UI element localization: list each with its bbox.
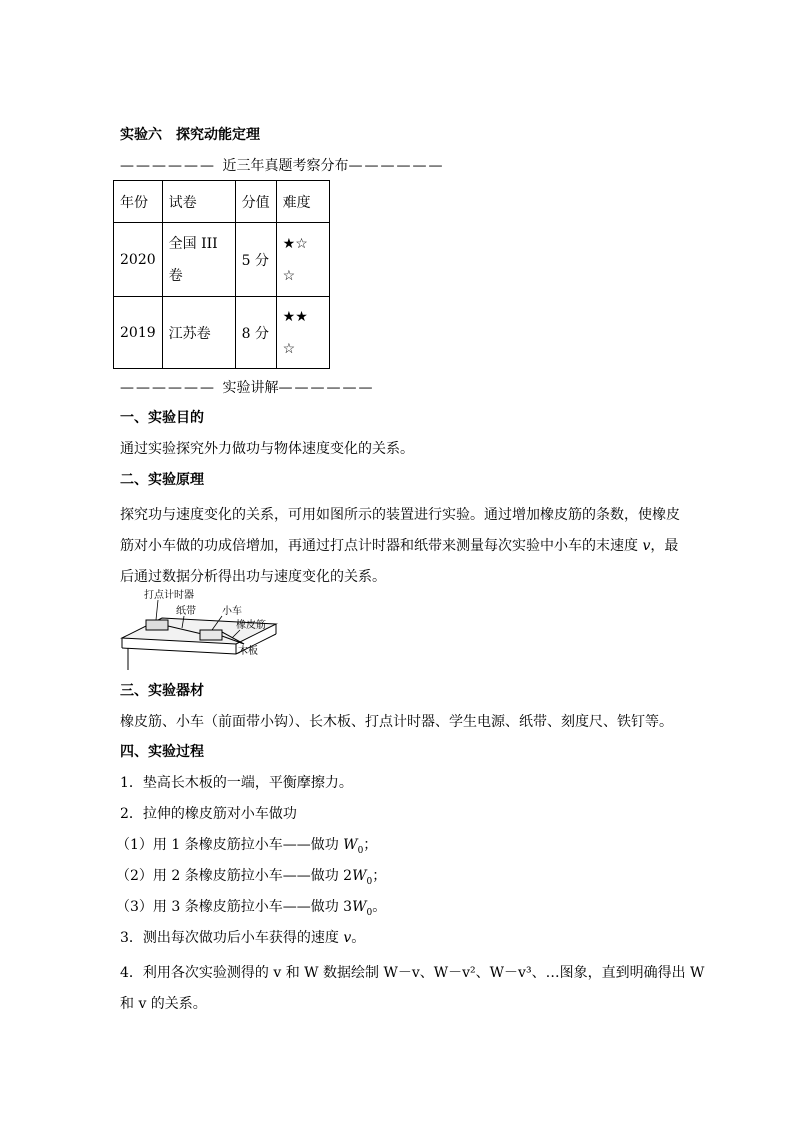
table-cell-year: 2019	[114, 297, 163, 369]
procedure-item: 1．垫高长木板的一端，平衡摩擦力。	[120, 775, 353, 791]
label-timer: 打点计时器	[144, 590, 194, 601]
page-title	[120, 124, 260, 144]
board-edge	[122, 648, 236, 654]
divider-exam-distribution: —————— 近三年真题考察分布——————	[120, 158, 445, 174]
divider-label: 实验讲解	[222, 380, 279, 396]
section-heading-principle: 二、实验原理	[120, 472, 204, 488]
label-cart: 小车	[222, 606, 242, 617]
procedure-subitem: （3）用 3 条橡皮筋拉小车——做功 $3W_0$。	[116, 899, 387, 918]
table-cell-year: 2020	[114, 223, 163, 297]
table-cell-paper: 全国 III 卷	[162, 223, 235, 297]
title-part2: 探究动能定理	[176, 127, 260, 143]
section-text-purpose: 通过实验探究外力做功与物体速度变化的关系。	[120, 441, 414, 457]
cart-shape	[200, 630, 222, 640]
table-cell-difficulty: ★☆ ☆	[276, 223, 329, 297]
table-header: 试卷	[162, 181, 235, 223]
procedure-subitem: （2）用 2 条橡皮筋拉小车——做功 $2W_0$；	[116, 868, 387, 887]
section-heading-purpose: 一、实验目的	[120, 410, 204, 426]
table-header: 年份	[114, 181, 163, 223]
table-cell-score: 8 分	[235, 297, 276, 369]
section-heading-procedure: 四、实验过程	[120, 744, 204, 760]
procedure-item: 2．拉伸的橡皮筋对小车做功	[120, 806, 297, 822]
section-text-principle: 探究功与速度变化的关系，可用如图所示的装置进行实验。通过增加橡皮筋的条数，使橡皮 筋对小车做的功成倍增加，再通过打点计时器和纸带来测量每次实验中小车的末速度 v，最 后通过数据分析得出功与速度变化的关系。	[120, 507, 680, 585]
procedure-subitem: （1）用 1 条橡皮筋拉小车——做功 $W_0$；	[116, 837, 378, 856]
divider-label: 近三年真题考察分布	[222, 158, 349, 174]
table-row	[114, 297, 330, 369]
table-cell-paper: 江苏卷	[162, 297, 235, 369]
leader-line	[156, 600, 158, 620]
exam-table	[113, 180, 330, 369]
label-tape: 纸带	[176, 606, 196, 617]
table-row	[114, 223, 330, 297]
procedure-item: 4．利用各次实验测得的 v 和 W 数据绘制 W－v、W－v²、W－v³、…图象，直到明确得出 W 和 v 的关系。	[120, 965, 705, 1012]
section-text-equipment: 橡皮筋、小车（前面带小钩）、长木板、打点计时器、学生电源、纸带、刻度尺、铁钉等。	[120, 714, 673, 730]
apparatus-diagram	[118, 586, 280, 672]
section-heading-equipment: 三、实验器材	[120, 683, 204, 699]
procedure-item: 3．测出每次做功后小车获得的速度 v。	[120, 930, 366, 946]
divider-experiment-explanation: —————— 实验讲解——————	[120, 380, 375, 396]
table-cell-difficulty: ★★ ☆	[276, 297, 329, 369]
label-band: 橡皮筋	[236, 620, 266, 631]
title-part1: 实验六	[120, 127, 162, 143]
timer-shape	[146, 620, 168, 630]
table-header-row	[114, 181, 330, 223]
table-header: 分值	[235, 181, 276, 223]
table-cell-score: 5 分	[235, 223, 276, 297]
label-board: 木板	[238, 646, 258, 657]
table-header: 难度	[276, 181, 329, 223]
